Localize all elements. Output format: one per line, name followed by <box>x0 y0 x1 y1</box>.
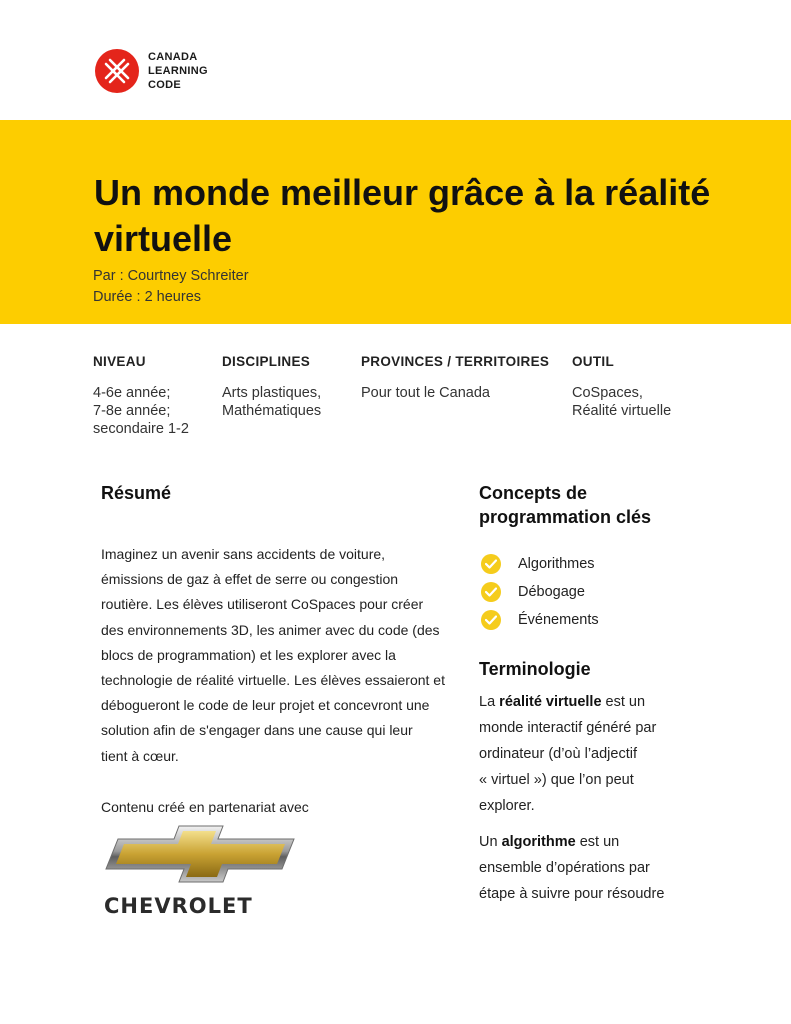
term-vr-definition: La réalité virtuelle est un monde interactif généré par ordinateur (d’où l’adjectif « virtuel ») que l’on peut explorer. <box>479 694 657 814</box>
info-heading-provinces: PROVINCES / TERRITOIRES <box>361 354 550 369</box>
info-heading-outil: OUTIL <box>572 354 614 369</box>
concept-item: Débogage <box>481 578 599 606</box>
info-value-disciplines: Arts plastiques, Mathématiques <box>222 385 322 419</box>
info-value-provinces: Pour tout le Canada <box>361 385 490 401</box>
author-line: Par : Courtney Schreiter <box>93 268 249 284</box>
term-vr: réalité virtuelle <box>499 694 602 710</box>
logo-mark-icon <box>95 49 139 93</box>
term-algo-definition: Un algorithme est un ensemble d’opérations par étape à suivre pour résoudre <box>479 834 665 902</box>
term-algo: algorithme <box>501 834 576 850</box>
partner-text: Contenu créé en partenariat avec <box>101 799 309 815</box>
concept-item: Algorithmes <box>481 550 599 578</box>
terminology-heading: Terminologie <box>479 659 591 679</box>
summary-heading: Résumé <box>101 483 172 503</box>
canada-learning-code-logo <box>95 49 208 93</box>
info-value-niveau: 4-6e année; 7-8e année; secondaire 1-2 <box>93 385 189 437</box>
concept-item: Événements <box>481 606 599 634</box>
chevrolet-wordmark: CHEVROLET <box>104 894 253 918</box>
concepts-heading: Concepts de programmation clés <box>479 483 652 527</box>
info-heading-niveau: NIVEAU <box>93 354 146 369</box>
chevrolet-bowtie-icon <box>104 825 296 883</box>
info-heading-disciplines: DISCIPLINES <box>222 354 311 369</box>
info-value-outil: CoSpaces, Réalité virtuelle <box>572 385 672 419</box>
duration-line: Durée : 2 heures <box>93 289 202 305</box>
summary-body: Imaginez un avenir sans accidents de voiture, émissions de gaz à effet de serre ou congestion routière. Les élèves utiliseront CoSpaces pour créer des environnements 3D, les animer avec du code (des blocs de programmation) et les explorer avec la technologie de réalité virtuelle. Les élèves essaieront et débogueront le code de leur projet et concevront une solution afin de s'engager dans une cause qui leur tient à cœur. <box>101 546 445 764</box>
check-icon <box>481 582 501 602</box>
page-title: Un monde meilleur grâce à la réalité virtuelle <box>94 172 711 259</box>
check-icon <box>481 554 501 574</box>
check-icon <box>481 610 501 630</box>
logo-wordmark: CANADA LEARNING CODE <box>148 51 208 91</box>
concepts-list <box>481 550 599 634</box>
chevrolet-logo <box>104 825 296 918</box>
